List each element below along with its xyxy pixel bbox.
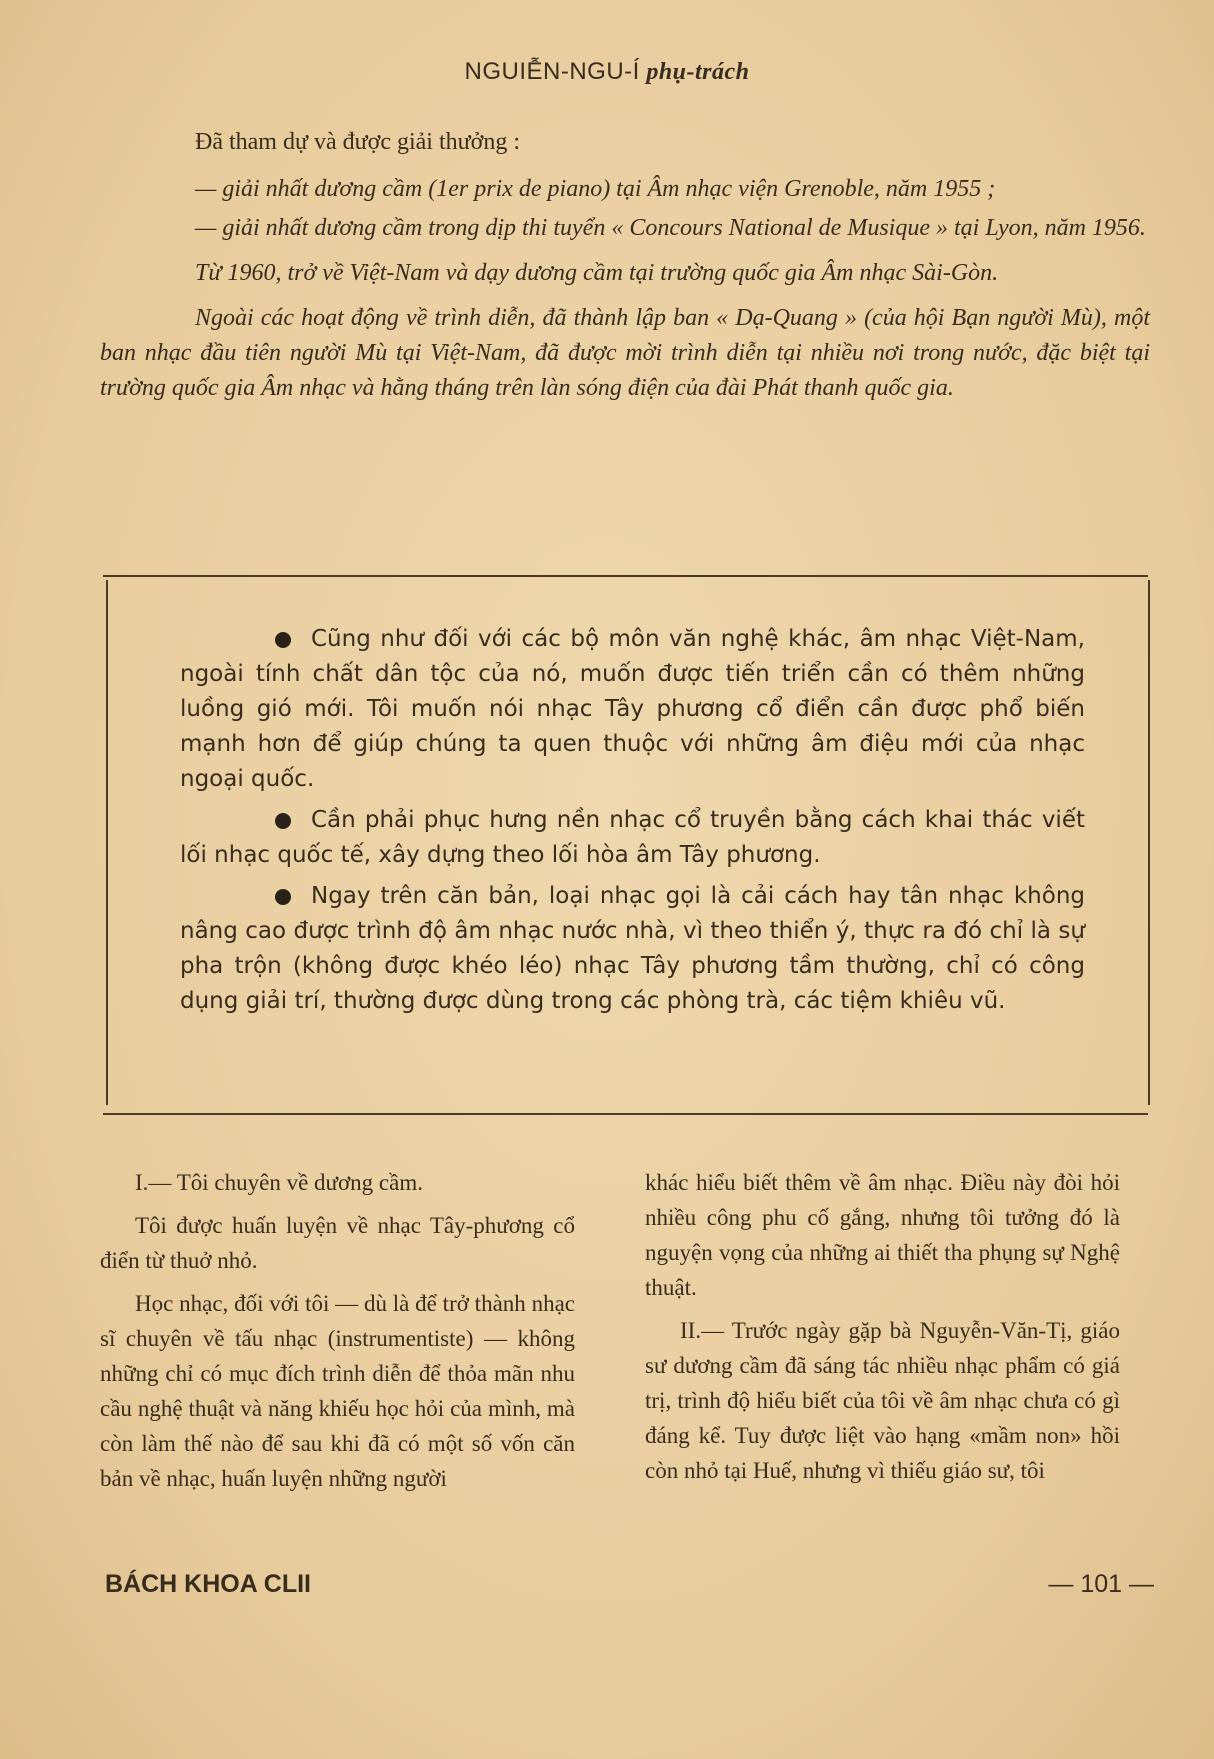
column-paragraph: khác hiểu biết thêm về âm nhạc. Điều này đòi hỏi nhiều công phu cố gắng, nhưng tôi tưởng đó là nguyện vọng của những ai thiết tha phụng sự Nghệ thuật.	[645, 1170, 1120, 1300]
quote-paragraph: Cần phải phục hưng nền nhạc cổ truyền bằng cách khai thác viết lối nhạc quốc tế, xây dựng theo lối hòa âm Tây phương.	[180, 807, 1085, 868]
column-right	[645, 1165, 1120, 1496]
bullet-icon	[275, 889, 291, 905]
quote-paragraph: Ngay trên căn bản, loại nhạc gọi là cải cách hay tân nhạc không nâng cao được trình độ âm nhạc nước nhà, vì theo thiển ý, thực ra đó chỉ là sự pha trộn (không được khéo léo) nhạc Tây phương tầm thường, chỉ có công dụng giải trí, thường được dùng trong các phòng trà, các tiệm khiêu vũ.	[180, 883, 1085, 1014]
bio-paragraph: Từ 1960, trở về Việt-Nam và dạy dương cầm tại trường quốc gia Âm nhạc Sài-Gòn.	[195, 260, 999, 286]
column-paragraph: Tôi được huấn luyện về nhạc Tây-phương cổ điển từ thuở nhỏ.	[100, 1213, 575, 1273]
quote-paragraph: Cũng như đối với các bộ môn văn nghệ khác, âm nhạc Việt-Nam, ngoài tính chất dân tộc của nó, muốn được tiến triển cần có thêm những luồng gió mới. Tôi muốn nói nhạc Tây phương cổ điển cần được phổ biến mạnh hơn để giúp chúng ta quen thuộc với những âm điệu mới của nhạc ngoại quốc.	[180, 626, 1085, 792]
award-item: — giải nhất dương cầm trong dịp thi tuyển « Concours National de Musique » tại Lyon, năm 1956.	[195, 215, 1146, 241]
column-left	[100, 1165, 575, 1504]
column-paragraph: II.— Trước ngày gặp bà Nguyễn-Văn-Tị, giáo sư dương cầm đã sáng tác nhiều nhạc phẩm có giá trị, trình độ hiểu biết của tôi về âm nhạc chưa có gì đáng kể. Tuy được liệt vào hạng «mầm non» hồi còn nhỏ tại Huế, nhưng vì thiếu giáo sư, tôi	[645, 1318, 1120, 1483]
box-top-rule	[103, 575, 1148, 577]
award-item: — giải nhất dương cầm (1er prix de piano) tại Âm nhạc viện Grenoble, năm 1955 ;	[195, 176, 996, 202]
quote-text	[180, 622, 1085, 1025]
author-role: phụ-trách	[646, 59, 750, 85]
column-paragraph: I.— Tôi chuyên về dương cầm.	[135, 1170, 423, 1195]
magazine-title: BÁCH KHOA CLII	[105, 1570, 312, 1598]
column-paragraph: Học nhạc, đối với tôi — dù là để trở thành nhạc sĩ chuyên về tấu nhạc (instrumentiste) — không những chỉ có mục đích trình diễn để thỏa mãn nhu cầu nghệ thuật và năng khiếu học hỏi của mình, mà còn làm thế nào để sau khi đã có một số vốn căn bản về nhạc, huấn luyện những người	[100, 1291, 575, 1491]
page-number: — 101 —	[1048, 1570, 1154, 1598]
bullet-icon	[275, 632, 291, 648]
bio-section	[100, 125, 1150, 406]
page-footer	[105, 1570, 1154, 1599]
page-header	[0, 58, 1214, 86]
bio-paragraph: Ngoài các hoạt động về trình diễn, đã thành lập ban « Dạ-Quang » (của hội Bạn người Mù), một ban nhạc đầu tiên người Mù tại Việt-Nam, đã được mời trình diễn tại nhiều nơi trong nước, đặc biệt tại trường quốc gia Âm nhạc và hằng tháng trên làn sóng điện của đài Phát thanh quốc gia.	[100, 305, 1150, 401]
bullet-icon	[275, 813, 291, 829]
box-bottom-rule	[103, 1113, 1148, 1115]
author-name: NGUIỄN-NGU-Í	[464, 58, 640, 85]
bio-lead: Đã tham dự và được giải thưởng :	[195, 129, 521, 155]
